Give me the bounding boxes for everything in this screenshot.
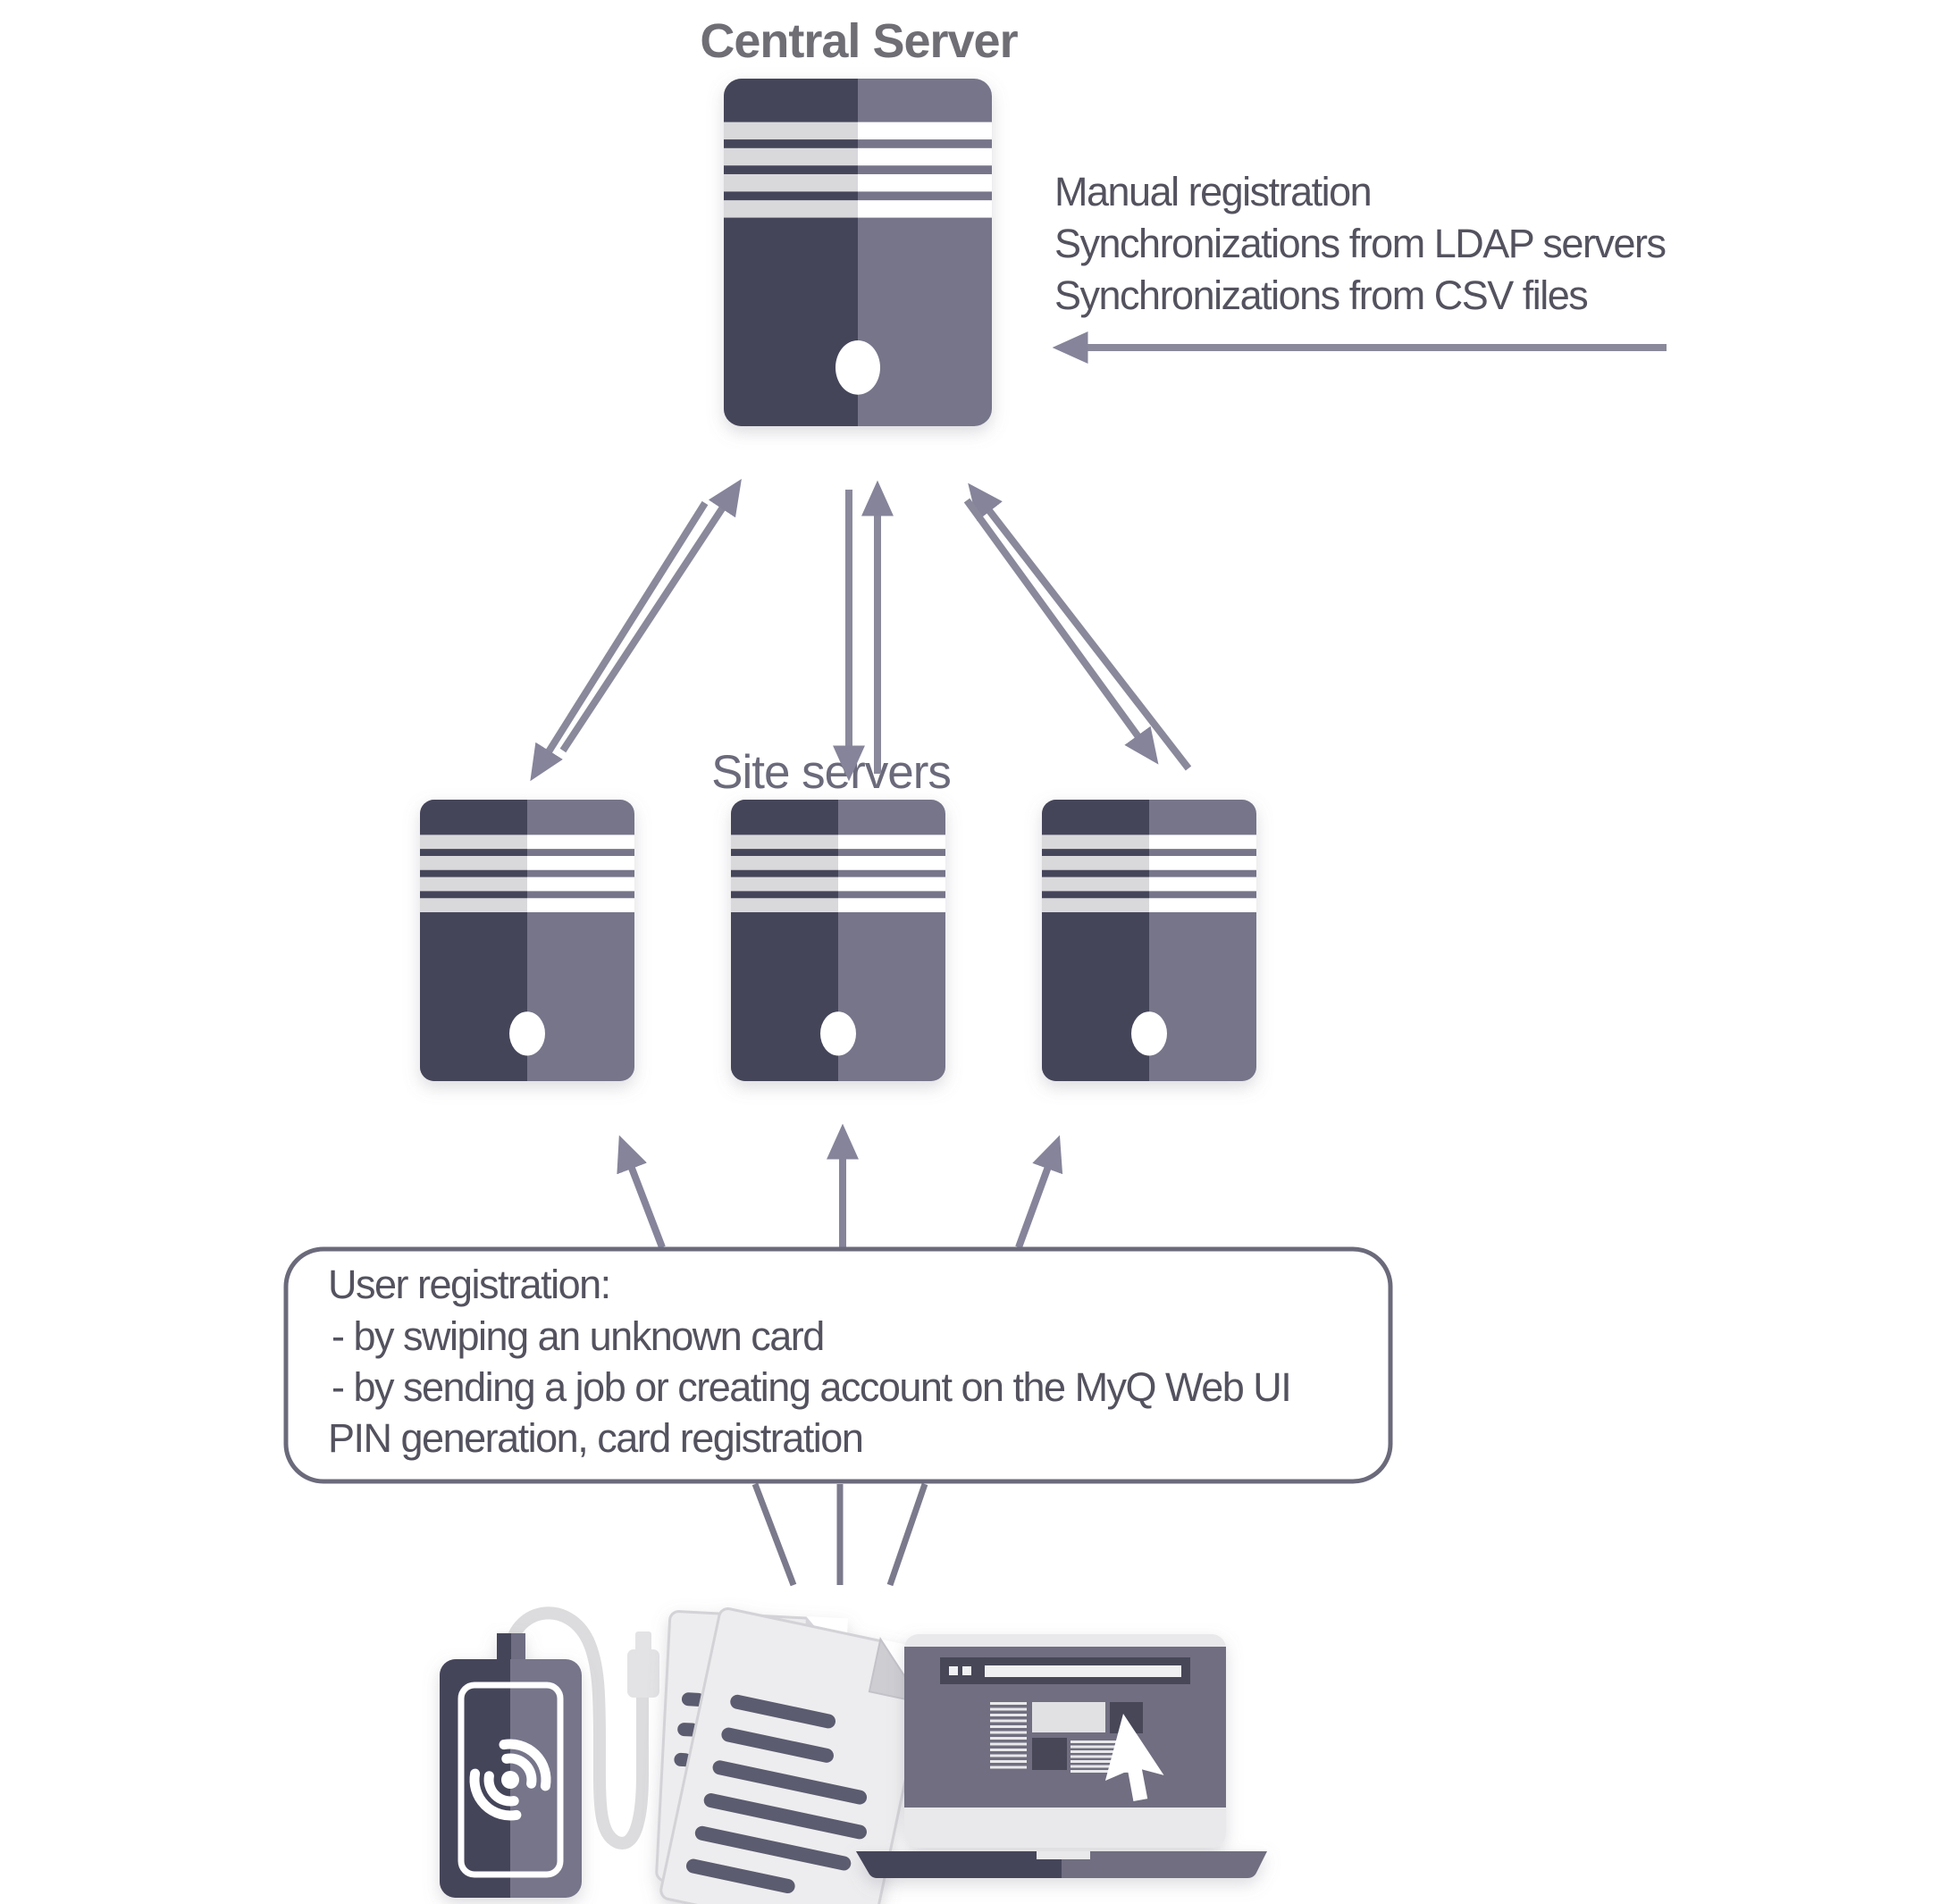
device-line-left — [755, 1484, 793, 1585]
devices-to-box-lines — [755, 1484, 925, 1585]
central-server-title: Central Server — [700, 14, 1018, 68]
browser-address-bar — [985, 1665, 1181, 1677]
user-registration-box — [286, 1249, 1390, 1481]
box-line-pin-generation: PIN generation, card registration — [328, 1415, 863, 1461]
laptop-base-notch — [1037, 1851, 1090, 1859]
contactless-dot — [501, 1771, 519, 1789]
registration-to-sites-arrows — [624, 1137, 1055, 1247]
registration-info-text — [1054, 169, 1665, 318]
laptop-icon — [856, 1634, 1267, 1878]
device-line-right — [890, 1484, 925, 1585]
sync-arrow-right-up — [976, 493, 1188, 768]
usb-plug-body — [627, 1649, 659, 1698]
central-server-icon — [724, 79, 992, 426]
site-server-group — [420, 800, 1256, 1081]
info-line-csv: Synchronizations from CSV files — [1054, 273, 1588, 318]
site-servers-label: Site servers — [711, 746, 951, 799]
sync-arrow-left-down — [537, 503, 705, 770]
info-line-manual: Manual registration — [1054, 169, 1372, 214]
reader-tab-right — [511, 1633, 525, 1664]
sync-arrow-left-up — [563, 490, 735, 751]
browser-button-2 — [962, 1666, 971, 1675]
info-line-ldap: Synchronizations from LDAP servers — [1054, 221, 1666, 266]
webpage-image-placeholder — [1032, 1702, 1105, 1732]
central-site-sync-arrows — [537, 490, 1188, 774]
box-line-sending-job: - by sending a job or creating account on the MyQ Web UI — [332, 1364, 1291, 1410]
site-server-icon-3 — [1042, 800, 1256, 1081]
up-arrow-left — [624, 1147, 662, 1247]
site-server-icon-2 — [731, 800, 945, 1081]
sync-arrow-right-down — [967, 500, 1151, 754]
box-line-user-registration: User registration: — [328, 1262, 610, 1307]
site-server-icon-1 — [420, 800, 634, 1081]
rfid-card-reader-icon — [440, 1633, 582, 1898]
browser-button-1 — [949, 1666, 958, 1675]
up-arrow-right — [1019, 1147, 1055, 1247]
laptop-base-left — [856, 1851, 1062, 1878]
box-line-swiping-card: - by swiping an unknown card — [332, 1313, 824, 1359]
webpage-dark-block-2 — [1032, 1738, 1067, 1770]
reader-tab-left — [497, 1633, 511, 1664]
